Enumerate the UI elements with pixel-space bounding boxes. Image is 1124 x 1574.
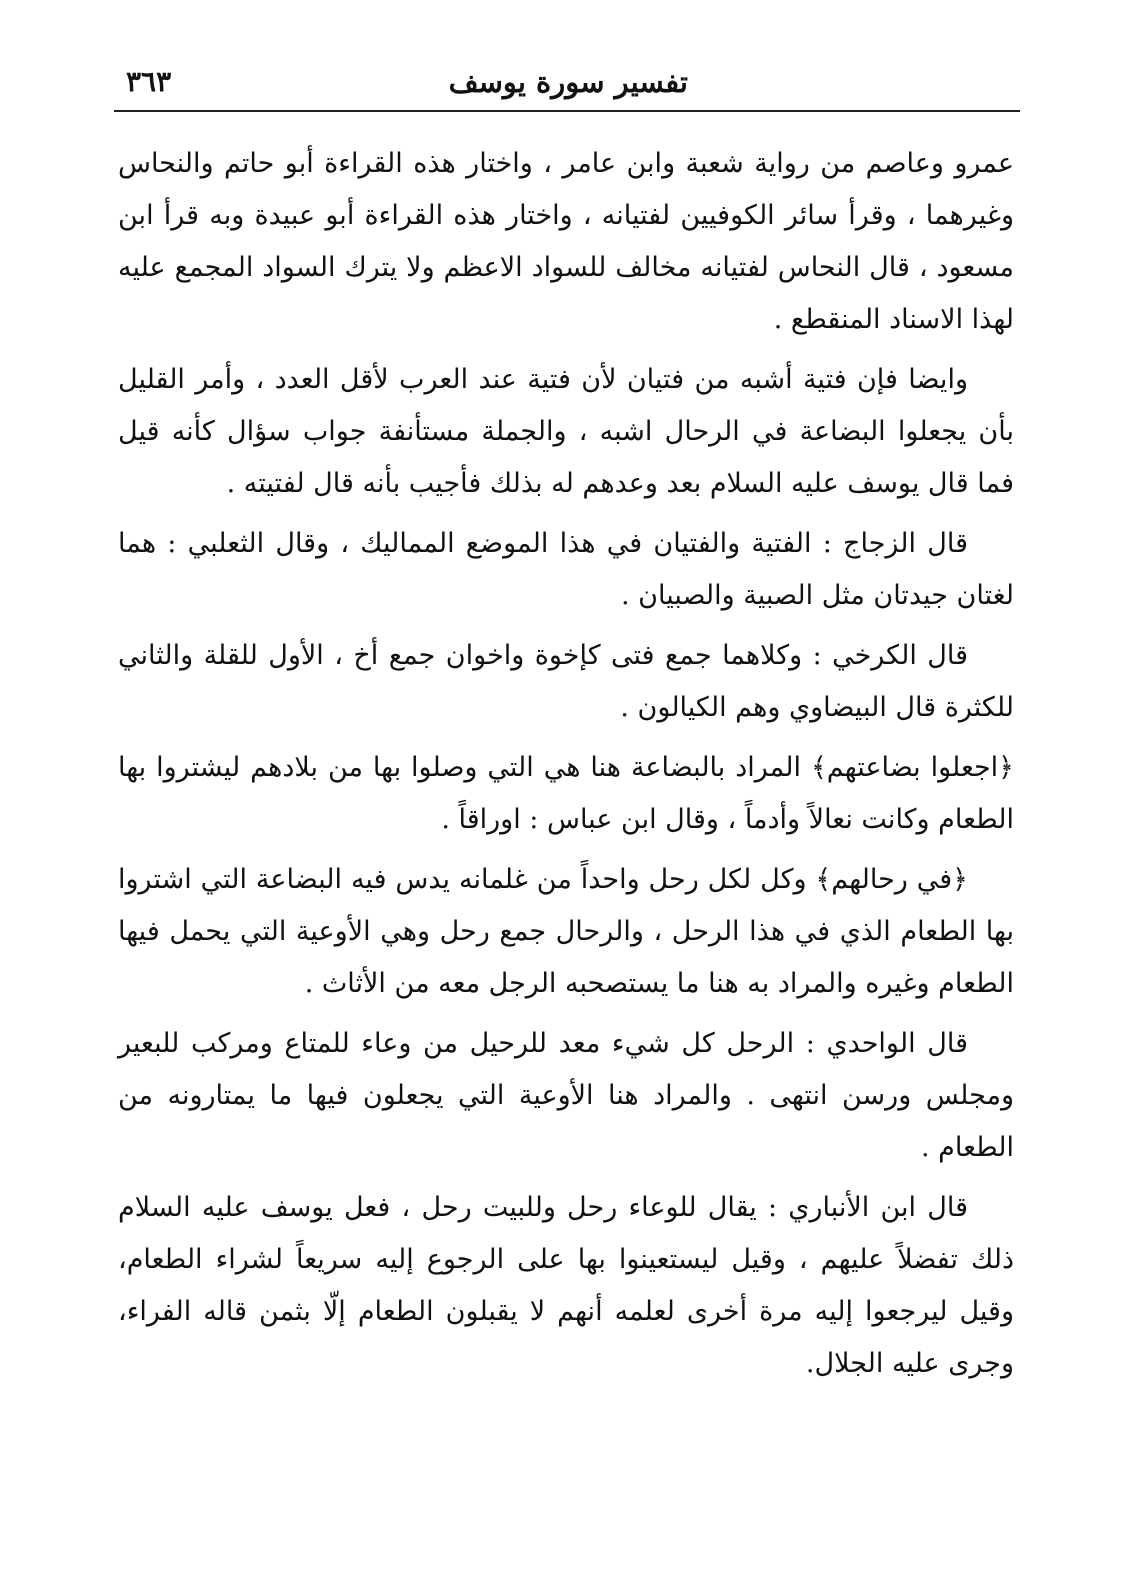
paragraph: ﴿اجعلوا بضاعتهم﴾ المراد بالبضاعة هنا هي التي وصلوا بها من بلادهم ليشتروا بها الطعام وكانت نعالاً وأدماً ، وقال ابن عباس : اوراقاً .	[118, 752, 1014, 835]
paragraph: قال الزجاج : الفتية والفتيان في هذا الموضع المماليك ، وقال الثعلبي : هما لغتان جيدتان مثل الصبية والصبيان .	[118, 528, 1014, 611]
paragraph: وايضا فإن فتية أشبه من فتيان لأن فتية عند العرب لأقل العدد ، وأمر القليل بأن يجعلوا البضاعة في الرحال اشبه ، والجملة مستأنفة جواب سؤال كأنه قيل فما قال يوسف عليه السلام بعد وعدهم له بذلك فأجيب بأنه قال لفتيته .	[118, 364, 1014, 499]
paragraph: عمرو وعاصم من رواية شعبة وابن عامر ، واختار هذه القراءة أبو حاتم والنحاس وغيرهما ، وقرأ سائر الكوفيين لفتيانه ، واختار هذه القراءة أبو عبيدة وبه قرأ ابن مسعود ، قال النحاس لفتيانه مخالف للسواد الاعظم ولا يترك السواد المجمع عليه لهذا الاسناد المنقطع .	[118, 148, 1014, 335]
paragraph: ﴿في رحالهم﴾ وكل لكل رحل واحداً من غلمانه يدس فيه البضاعة التي اشتروا بها الطعام الذي في هذا الرحل ، والرحال جمع رحل وهي الأوعية التي يحمل فيها الطعام وغيره والمراد به هنا ما يستصحبه الرجل معه من الأثاث .	[118, 864, 1014, 999]
running-header	[118, 62, 1018, 106]
paragraph: قال الكرخي : وكلاهما جمع فتى كإخوة واخوان جمع أخ ، الأول للقلة والثاني للكثرة قال البيضاوي وهم الكيالون .	[118, 640, 1014, 723]
paragraph: قال ابن الأنباري : يقال للوعاء رحل وللبيت رحل ، فعل يوسف عليه السلام ذلك تفضلاً عليهم ، وقيل ليستعينوا بها على الرجوع إليه سريعاً لشراء الطعام، وقيل ليرجعوا إليه مرة أخرى لعلمه أنهم لا يقبلون الطعام إلّا بثمن قاله الفراء، وجرى عليه الجلال.	[118, 1192, 1014, 1379]
running-title: تفسير سورة يوسف	[448, 65, 688, 99]
page-number: ٣٦٣	[126, 65, 172, 98]
header-rule	[114, 110, 1020, 112]
body-text	[118, 138, 1014, 1398]
paragraph: قال الواحدي : الرحل كل شيء معد للرحيل من وعاء للمتاع ومركب للبعير ومجلس ورسن انتهى . والمراد هنا الأوعية التي يجعلون فيها ما يمتارونه من الطعام .	[118, 1028, 1014, 1163]
